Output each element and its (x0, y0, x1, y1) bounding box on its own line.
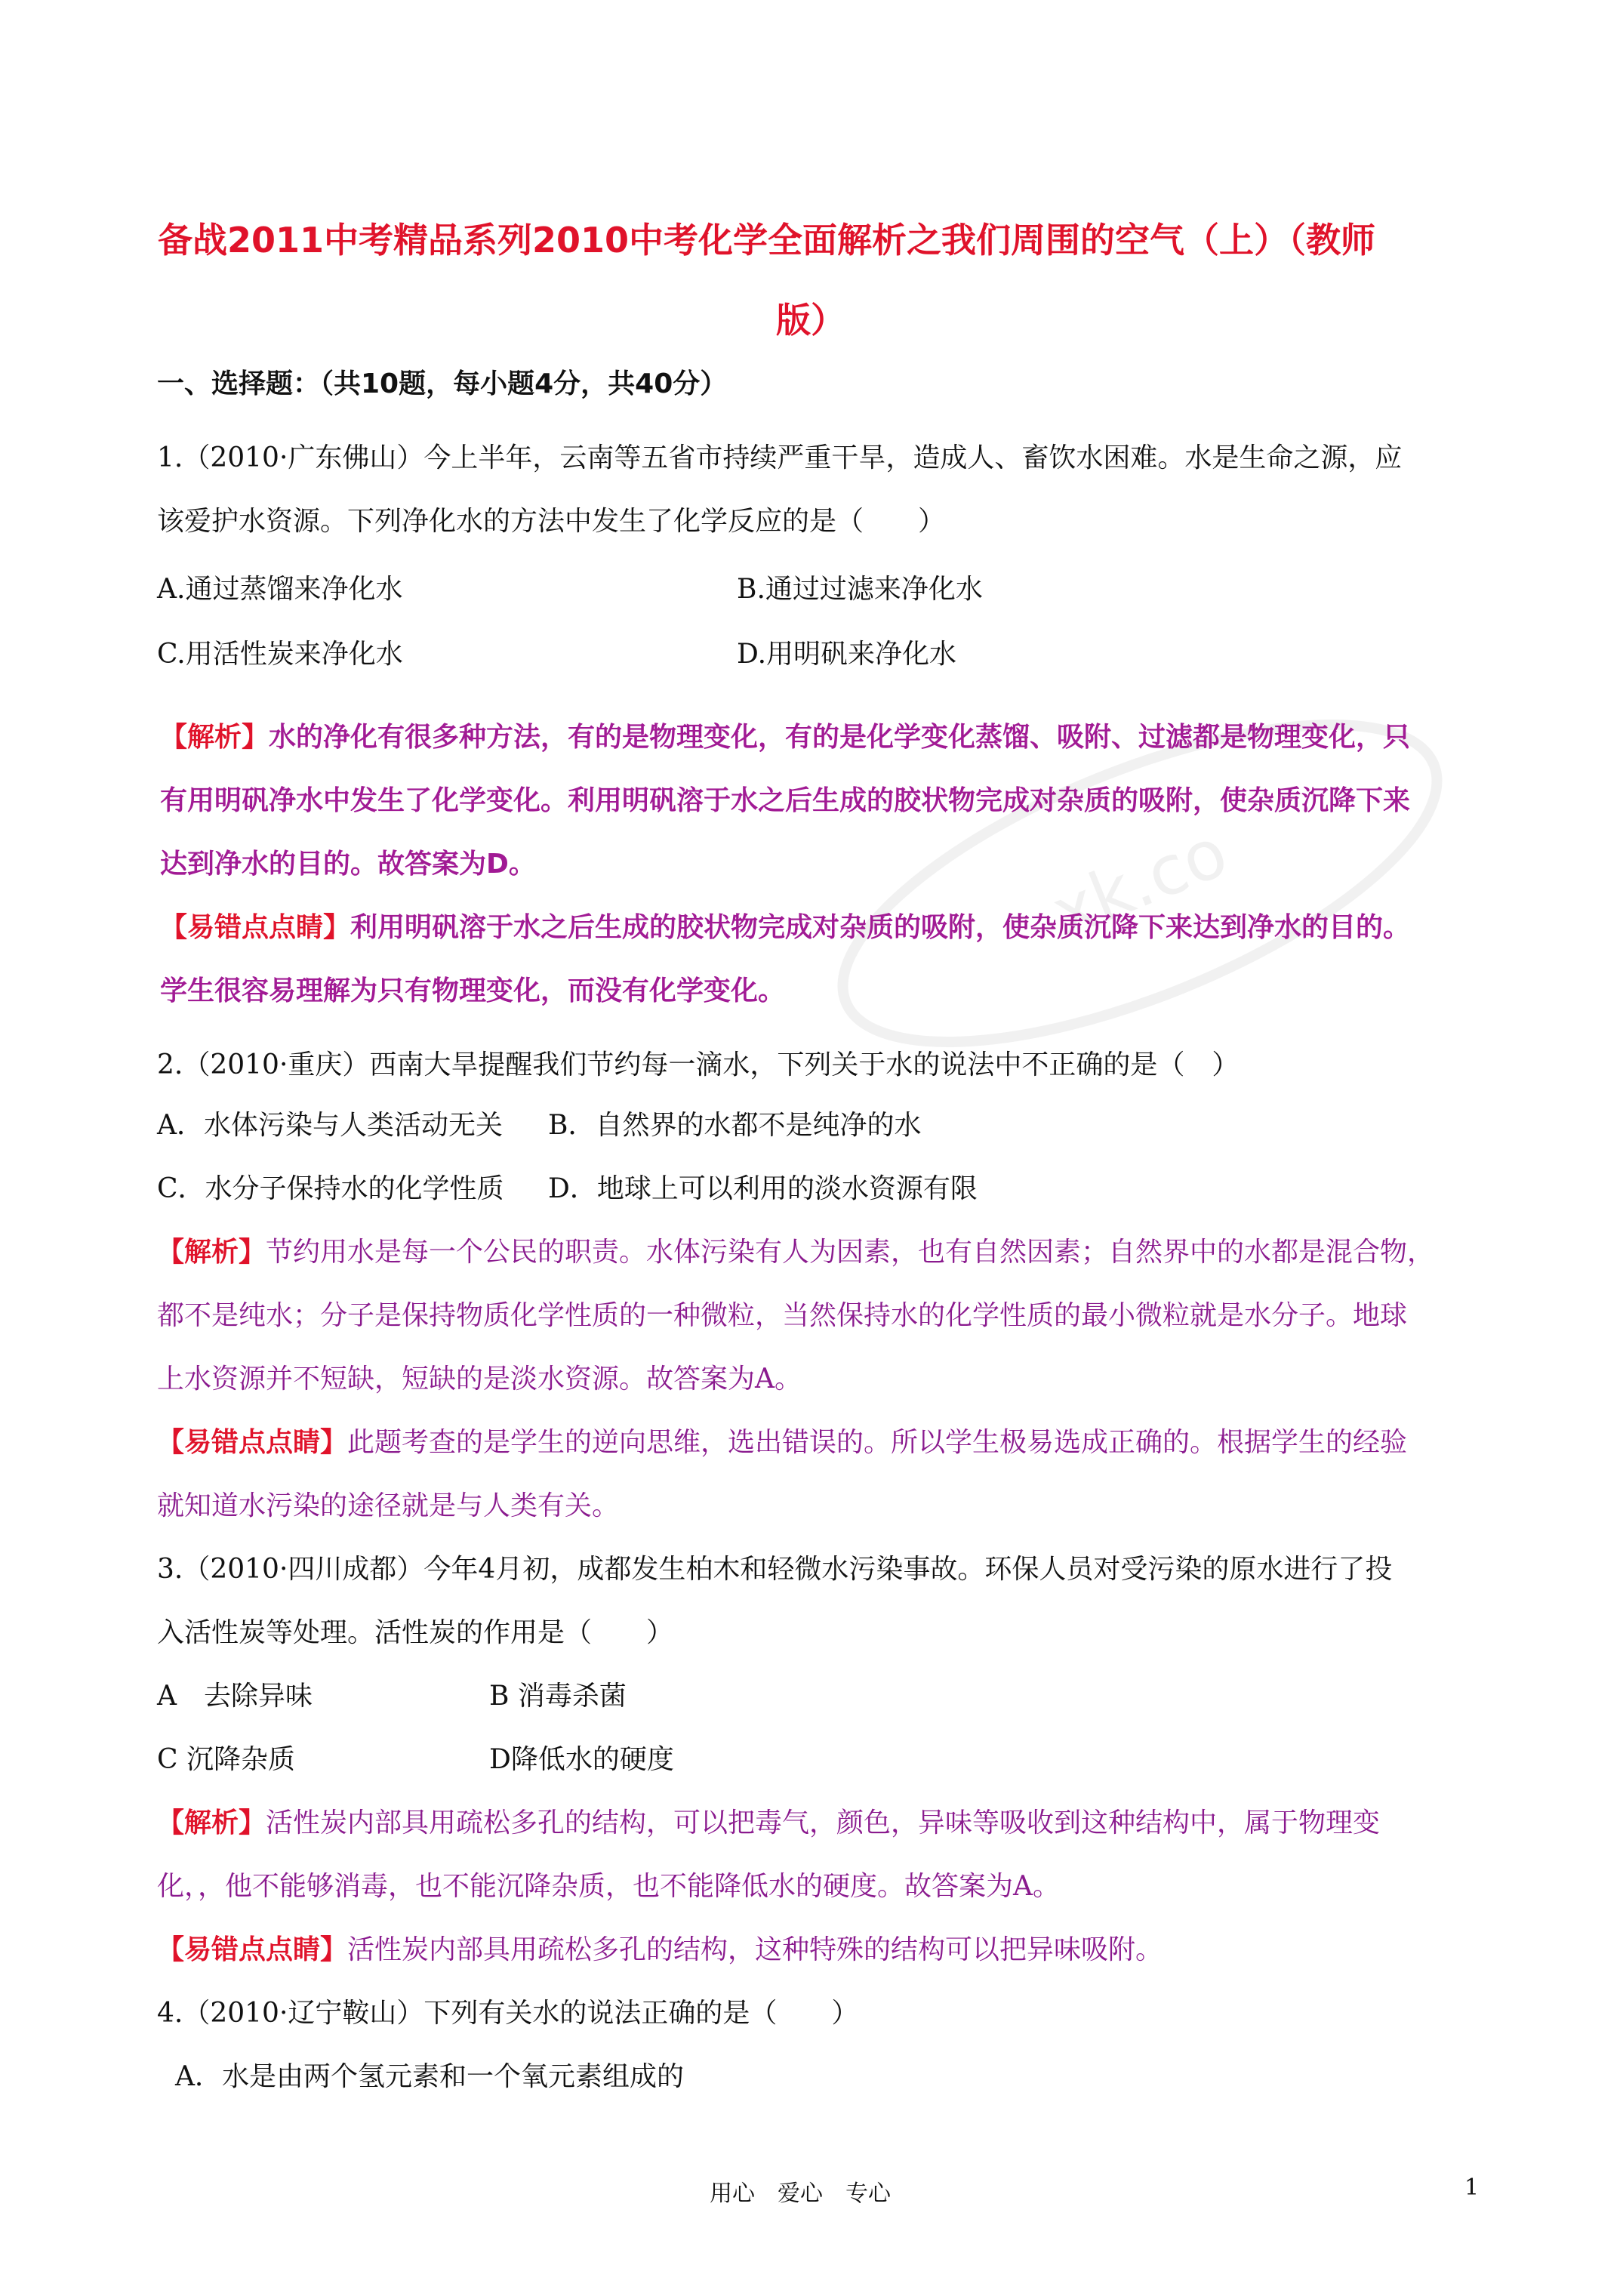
q2-option-d: D．地球上可以利用的淡水资源有限 (548, 1173, 978, 1204)
q2-stem-line-1: 2.（2010·重庆）西南大旱提醒我们节约每一滴水，下列关于水的说法中不正确的是（ ） (157, 1049, 1240, 1080)
q3-stem-line-1: 3.（2010·四川成都）今年4月初，成都发生柏木和轻微水污染事故。环保人员对受污染的原水进行了投 (157, 1554, 1393, 1585)
q1-stem-line-2: 该爱护水资源。下列净化水的方法中发生了化学反应的是（ ） (157, 506, 946, 537)
q3-error-text-1: 活性炭内部具用疏松多孔的结构，这种特殊的结构可以把异味吸附。 (347, 1934, 1163, 1965)
q1-analysis-line-2: 有用明矾净水中发生了化学变化。利用明矾溶于水之后生成的胶状物完成对杂质的吸附，使杂质沉降下来 (160, 785, 1411, 816)
q3-option-c: C 沉降杂质 (157, 1744, 295, 1775)
q2-analysis-line-1 (157, 1231, 1434, 1269)
q3-stem-line-2: 入活性炭等处理。活性炭的作用是（ ） (157, 1617, 674, 1648)
q3-error-label: 【易错点点睛】 (157, 1934, 348, 1965)
q3-analysis-label: 【解析】 (157, 1808, 266, 1838)
q1-option-b: B.通过过滤来净化水 (737, 574, 983, 605)
q2-option-c: C．水分子保持水的化学性质 (157, 1173, 504, 1204)
q1-error-line-2: 学生很容易理解为只有物理变化，而没有化学变化。 (160, 975, 786, 1006)
q2-error-label: 【易错点点睛】 (157, 1427, 348, 1458)
q1-stem-line-1: 1.（2010·广东佛山）今上半年，云南等五省市持续严重干旱，造成人、畜饮水困难。水是生命之源，应 (157, 442, 1403, 473)
svg-text:xk.co: xk.co (1041, 812, 1239, 954)
q1-error-label: 【易错点点睛】 (160, 912, 351, 943)
q2-analysis-line-3: 上水资源并不短缺，短缺的是淡水资源。故答案为A。 (157, 1364, 802, 1395)
q1-error-text-1: 利用明矾溶于水之后生成的胶状物完成对杂质的吸附，使杂质沉降下来达到净水的目的。 (350, 912, 1411, 943)
section-heading: 一、选择题：（共10题，每小题4分，共40分） (157, 368, 728, 399)
q3-analysis-line-2: 化，，他不能够消毒，也不能沉降杂质，也不能降低水的硬度。故答案为A。 (157, 1871, 1060, 1902)
q2-option-a: A．水体污染与人类活动无关 (157, 1110, 503, 1141)
q2-error-line-1 (157, 1421, 1407, 1459)
q3-option-a: A 去除异味 (157, 1681, 313, 1712)
q3-option-b: B 消毒杀菌 (489, 1681, 627, 1712)
q1-option-d: D.用明矾来净化水 (737, 639, 957, 670)
q1-analysis-line-1 (160, 716, 1410, 754)
q1-error-line-1 (160, 906, 1410, 945)
q1-analysis-label: 【解析】 (160, 722, 269, 753)
q3-error-line-1 (157, 1928, 1163, 1967)
footer-motto: 用心 爱心 专心 (710, 2180, 891, 2207)
q1-option-c: C.用活性炭来净化水 (157, 639, 403, 670)
q2-option-b: B．自然界的水都不是纯净的水 (548, 1110, 922, 1141)
title-line-2: 版） (776, 300, 845, 341)
q2-analysis-line-2: 都不是纯水；分子是保持物质化学性质的一种微粒，当然保持水的化学性质的最小微粒就是水分子。地球 (157, 1300, 1408, 1331)
q2-analysis-label: 【解析】 (157, 1237, 266, 1268)
q1-analysis-text-1: 水的净化有很多种方法，有的是物理变化，有的是化学变化蒸馏、吸附、过滤都是物理变化，只 (269, 722, 1411, 753)
title-line-1: 备战2011中考精品系列2010中考化学全面解析之我们周围的空气（上）（教师 (158, 220, 1376, 260)
q4-stem-line-1: 4.（2010·辽宁鞍山）下列有关水的说法正确的是（ ） (157, 1998, 859, 2029)
q3-option-d: D降低水的硬度 (489, 1744, 674, 1775)
q1-option-a: A.通过蒸馏来净化水 (157, 574, 403, 605)
q3-analysis-text-1: 活性炭内部具用疏松多孔的结构，可以把毒气，颜色，异味等吸收到这种结构中，属于物理变 (266, 1808, 1381, 1838)
q1-analysis-line-3: 达到净水的目的。故答案为D。 (160, 849, 536, 880)
q3-analysis-line-1 (157, 1801, 1380, 1840)
q4-option-a: A．水是由两个氢元素和一个氧元素组成的 (175, 2061, 684, 2092)
page-number: 1 (1464, 2174, 1480, 2201)
q2-error-text-1: 此题考查的是学生的逆向思维，选出错误的。所以学生极易选成正确的。根据学生的经验 (347, 1427, 1408, 1458)
q2-error-line-2: 就知道水污染的途径就是与人类有关。 (157, 1490, 620, 1521)
q2-analysis-text-1: 节约用水是每一个公民的职责。水体污染有人为因素，也有自然因素；自然界中的水都是混合物， (266, 1237, 1435, 1268)
